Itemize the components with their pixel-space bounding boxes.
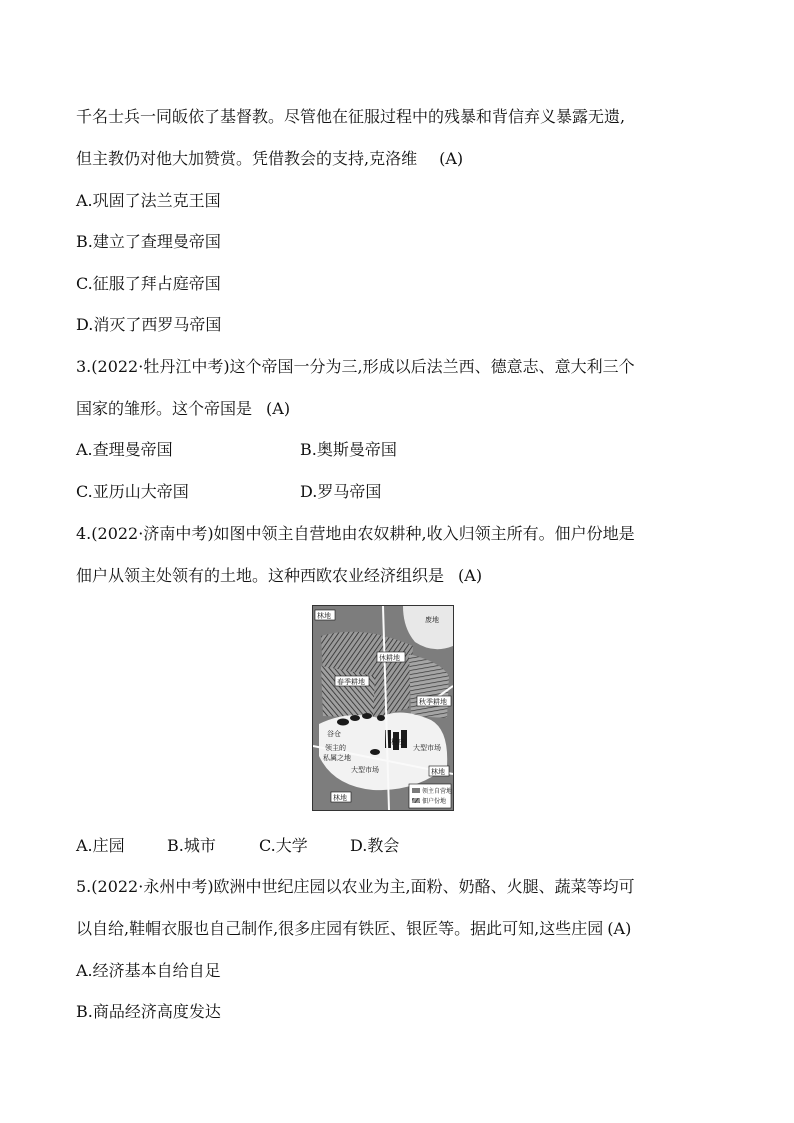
q3-stem-line-2 bbox=[76, 399, 290, 419]
map-label-forest-bl: 林地 bbox=[333, 794, 347, 802]
q5-stem-line-1: 5.(2022·永州中考)欧洲中世纪庄园以农业为主,面粉、奶酪、火腿、蔬菜等均可 bbox=[76, 877, 635, 896]
map-label-village: 村庄 bbox=[391, 738, 405, 746]
map-label-fallow: 休耕地 bbox=[379, 654, 400, 662]
map-label-wasteland: 废地 bbox=[425, 616, 439, 624]
q4-option-c: C.大学 bbox=[259, 836, 308, 855]
q3-stem-line-1: 3.(2022·牡丹江中考)这个帝国一分为三,形成以后法兰西、德意志、意大利三个 bbox=[76, 357, 635, 376]
map-label-granary: 谷仓 bbox=[327, 730, 341, 738]
q3-stem-text: 国家的雏形。这个帝国是 bbox=[76, 399, 253, 418]
manor-map bbox=[313, 606, 453, 810]
q5-option-b: B.商品经济高度发达 bbox=[76, 1002, 221, 1021]
q2-option-b: B.建立了查理曼帝国 bbox=[76, 232, 221, 251]
q4-stem-line-1: 4.(2022·济南中考)如图中领主自营地由农奴耕种,收入归领主所有。佃户份地是 bbox=[76, 524, 635, 543]
map-label-market-1: 大型市场 bbox=[413, 744, 441, 752]
map-label-forest-tl: 林地 bbox=[317, 612, 331, 620]
map-label-spring: 春季耕地 bbox=[337, 678, 365, 686]
manor-map-figure bbox=[312, 605, 454, 811]
q4-option-b: B.城市 bbox=[167, 836, 216, 855]
legend-tenant-land: 佃户份地 bbox=[422, 798, 447, 805]
map-label-autumn: 秋季耕地 bbox=[419, 698, 447, 706]
q2-answer: (A) bbox=[439, 149, 464, 168]
map-label-lord-private-1: 领主的 bbox=[325, 744, 346, 752]
q3-option-b: B.奥斯曼帝国 bbox=[300, 440, 397, 459]
legend-swatch-lord bbox=[412, 788, 420, 793]
legend-swatch-tenant bbox=[412, 798, 420, 803]
q5-answer: (A) bbox=[607, 919, 632, 938]
q4-option-d: D.教会 bbox=[350, 836, 400, 855]
map-label-lord-private-2: 私属之地 bbox=[323, 754, 351, 762]
q5-stem-text: 以自给,鞋帽衣服也自己制作,很多庄园有铁匠、银匠等。据此可知,这些庄园 bbox=[76, 919, 604, 938]
q2-option-a: A.巩固了法兰克王国 bbox=[76, 191, 221, 210]
q2-option-d: D.消灭了西罗马帝国 bbox=[76, 315, 222, 334]
q2-stem-text: 但主教仍对他大加赞赏。凭借教会的支持,克洛维 bbox=[76, 149, 418, 168]
q5-stem-line-2 bbox=[76, 919, 631, 939]
q4-stem-text: 佃户从领主处领有的土地。这种西欧农业经济组织是 bbox=[76, 566, 445, 585]
q2-stem-line-2 bbox=[76, 149, 463, 169]
q3-option-d: D.罗马帝国 bbox=[300, 482, 382, 501]
q4-stem-line-2 bbox=[76, 566, 482, 586]
q4-answer: (A) bbox=[458, 566, 483, 585]
q3-option-a: A.查理曼帝国 bbox=[76, 440, 173, 459]
q2-stem-line-1: 千名士兵一同皈依了基督教。尽管他在征服过程中的残暴和背信弃义暴露无遗, bbox=[76, 107, 626, 126]
map-label-forest-r: 林地 bbox=[431, 768, 445, 776]
legend-lord-demesne: 领主自营地 bbox=[422, 788, 453, 795]
q2-option-c: C.征服了拜占庭帝国 bbox=[76, 274, 221, 293]
q3-option-c: C.亚历山大帝国 bbox=[76, 482, 189, 501]
q3-options-row-1 bbox=[76, 440, 397, 460]
q4-options-row bbox=[76, 836, 399, 856]
q4-option-a: A.庄园 bbox=[76, 836, 125, 855]
q3-answer: (A) bbox=[266, 399, 291, 418]
map-label-market-2: 大型市场 bbox=[351, 766, 379, 774]
q5-option-a: A.经济基本自给自足 bbox=[76, 961, 221, 980]
q3-options-row-2 bbox=[76, 482, 381, 502]
